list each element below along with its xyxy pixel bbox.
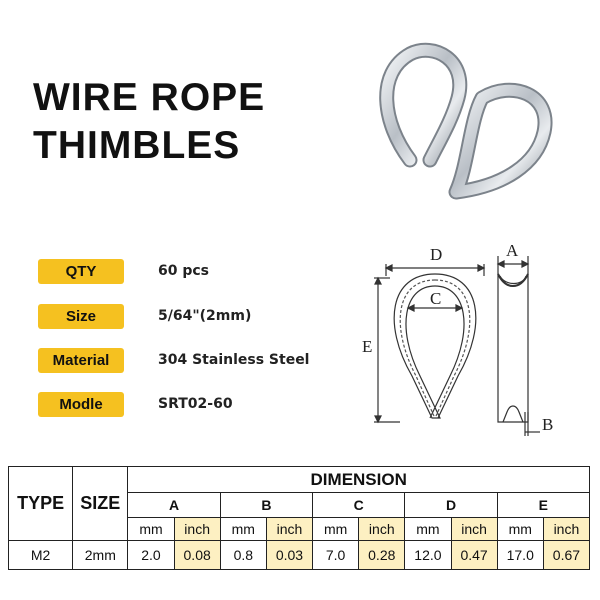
col-header-size: SIZE xyxy=(73,467,128,541)
col-header-c: C xyxy=(313,493,405,518)
label-d: D xyxy=(430,245,443,264)
spec-value-qty: 60 pcs xyxy=(158,263,210,279)
unit-inch: inch xyxy=(359,518,405,541)
unit-mm: mm xyxy=(497,518,543,541)
spec-label-qty: QTY xyxy=(38,259,124,284)
unit-inch: inch xyxy=(543,518,589,541)
unit-mm: mm xyxy=(313,518,359,541)
col-header-b: B xyxy=(220,493,312,518)
spec-value-model: SRT02-60 xyxy=(158,396,233,412)
cell-c-inch: 0.28 xyxy=(359,541,405,570)
spec-value-size: 5/64"(2mm) xyxy=(158,308,252,324)
label-c: C xyxy=(430,289,442,308)
label-e: E xyxy=(362,337,373,356)
unit-inch: inch xyxy=(266,518,312,541)
dimension-diagram xyxy=(360,236,570,436)
cell-d-inch: 0.47 xyxy=(451,541,497,570)
spec-label-size: Size xyxy=(38,304,124,329)
unit-mm: mm xyxy=(128,518,174,541)
col-header-dimension: DIMENSION xyxy=(128,467,590,493)
label-a: A xyxy=(506,241,519,260)
label-b: B xyxy=(542,415,554,434)
cell-b-mm: 0.8 xyxy=(220,541,266,570)
cell-a-mm: 2.0 xyxy=(128,541,174,570)
cell-type: M2 xyxy=(9,541,73,570)
cell-e-inch: 0.67 xyxy=(543,541,589,570)
unit-mm: mm xyxy=(405,518,451,541)
col-header-type: TYPE xyxy=(9,467,73,541)
cell-size: 2mm xyxy=(73,541,128,570)
col-header-a: A xyxy=(128,493,220,518)
unit-mm: mm xyxy=(220,518,266,541)
spec-label-material: Material xyxy=(38,348,124,373)
cell-d-mm: 12.0 xyxy=(405,541,451,570)
col-header-d: D xyxy=(405,493,497,518)
title-line-1: WIRE ROPE xyxy=(33,76,266,119)
thimbles-photo xyxy=(372,28,572,218)
col-header-e: E xyxy=(497,493,589,518)
spec-value-material: 304 Stainless Steel xyxy=(158,352,310,368)
page-title xyxy=(33,74,353,170)
unit-inch: inch xyxy=(451,518,497,541)
cell-a-inch: 0.08 xyxy=(174,541,220,570)
cell-e-mm: 17.0 xyxy=(497,541,543,570)
unit-inch: inch xyxy=(174,518,220,541)
spec-label-model: Modle xyxy=(38,392,124,417)
cell-b-inch: 0.03 xyxy=(266,541,312,570)
cell-c-mm: 7.0 xyxy=(313,541,359,570)
title-line-2: THIMBLES xyxy=(33,124,241,167)
dimension-table xyxy=(8,466,590,570)
table-row xyxy=(9,541,590,570)
